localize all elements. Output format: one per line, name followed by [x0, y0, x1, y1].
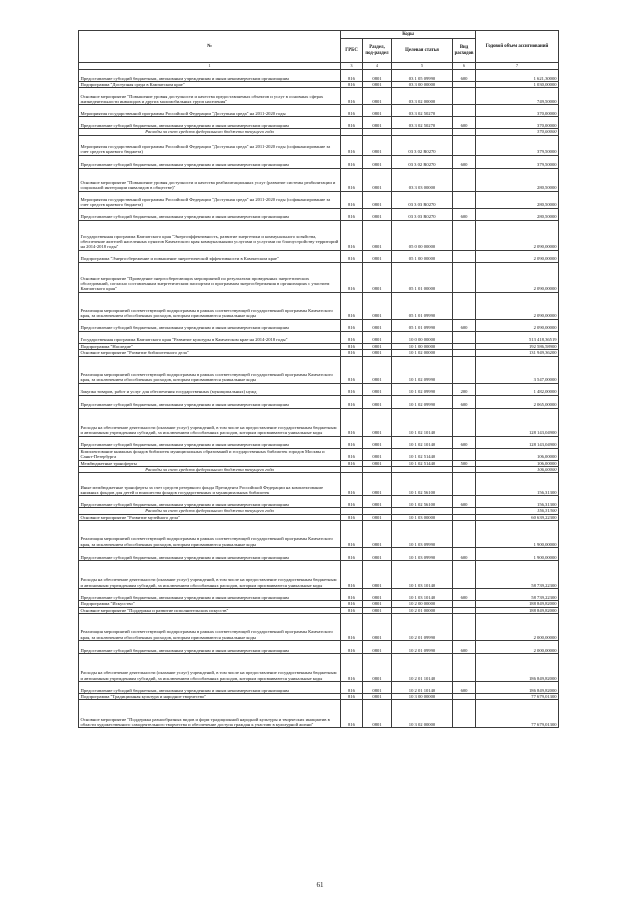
row-amount: 2 090,00000: [476, 319, 559, 331]
row-amount: 3 547,00000: [476, 356, 559, 383]
row-grbs: 816: [341, 589, 363, 601]
row-name: Государственная программа Камчатского края "Энергоэффективность, развитие энергетики и коммунального хозяйства, обеспечение жителей населенных пунктов Камчатского края коммунальными услугами и услугами по благоустройству территорий на 2014-2018 годы": [79, 220, 341, 250]
row-grbs: 816: [341, 436, 363, 448]
row-amount: 128 143,04900: [476, 408, 559, 436]
table-row: [79, 135, 559, 155]
row-name: Расходы за счет средств федерального бюджета текущего года: [79, 467, 341, 473]
table-row: [79, 356, 559, 383]
row-grbs: 816: [341, 82, 363, 88]
row-expense-type: [453, 521, 476, 548]
row-expense-type: [453, 448, 476, 460]
row-expense-type: 600: [453, 436, 476, 448]
header-number: №: [79, 31, 341, 63]
row-razdel: 0801: [363, 350, 392, 356]
table-body: [79, 70, 559, 728]
row-razdel: 0801: [363, 614, 392, 641]
row-expense-type: 600: [453, 208, 476, 220]
table-row: [79, 436, 559, 448]
row-amount: 280,50000: [476, 168, 559, 191]
row-razdel: 0801: [363, 607, 392, 613]
row-name: Основное мероприятие "Повышение уровня доступности и качества реабилитационных услуг (развитие системы реабилитации и социальной интеграции инвалидов в обществе)": [79, 168, 341, 191]
row-target-item: 10 1 02 51440: [392, 460, 453, 466]
row-grbs: 816: [341, 408, 363, 436]
table-row: [79, 548, 559, 561]
row-grbs: 816: [341, 319, 363, 331]
row-razdel: 0801: [363, 220, 392, 250]
col-number-7: 7: [476, 63, 559, 70]
row-razdel: 0801: [363, 408, 392, 436]
row-expense-type: [453, 191, 476, 208]
row-razdel: 0801: [363, 395, 392, 408]
row-amount: 370,00000: [476, 105, 559, 117]
row-name: Основное мероприятие "Развитие библиотечного дела": [79, 350, 341, 356]
row-grbs: 816: [341, 292, 363, 319]
row-razdel: 0801: [363, 88, 392, 105]
row-target-item: 10 1 02 00000: [392, 350, 453, 356]
row-razdel: 0801: [363, 473, 392, 496]
row-name: Расходы за счет средств федерального бюджета текущего года: [79, 508, 341, 514]
row-amount: 2 090,00000: [476, 292, 559, 319]
row-expense-type: [453, 105, 476, 117]
budget-table: [78, 30, 559, 728]
table-row: [79, 496, 559, 508]
row-amount: 749,50000: [476, 88, 559, 105]
row-razdel: 0801: [363, 135, 392, 155]
row-target-item: 10 1 02 09990: [392, 395, 453, 408]
row-target-item: 05 1 01 09990: [392, 319, 453, 331]
row-target-item: 10 2 00 00000: [392, 601, 453, 607]
header-razdel: Раздел, под-раздел: [363, 39, 392, 63]
row-amount: 379,50000: [476, 135, 559, 155]
row-grbs: 816: [341, 350, 363, 356]
row-grbs: 816: [341, 561, 363, 589]
col-number-1: 1: [79, 63, 341, 70]
row-expense-type: 600: [453, 117, 476, 129]
table-row: [79, 654, 559, 682]
row-amount: 156,31300: [476, 473, 559, 496]
row-target-item: 10 1 02 51440: [392, 448, 453, 460]
row-name: Иные межбюджетные трансферты за счет средств резервного фонда Президента Российской Федерации на комплектование книжных фондов для детей и юношества фондов государственных и муниципальных библиотек: [79, 473, 341, 496]
row-razdel: 0801: [363, 343, 392, 349]
row-razdel: 0801: [363, 460, 392, 466]
row-grbs: 816: [341, 191, 363, 208]
row-grbs: 816: [341, 614, 363, 641]
row-name: Предоставление субсидий бюджетным, автономным учреждениям и иным некоммерческим организациям: [79, 395, 341, 408]
table-row: [79, 589, 559, 601]
row-name: Мероприятия государственной программы Российской Федерации "Доступная среда" на 2011-2020 годы (софинансирование за счет средств краевого бюджета): [79, 191, 341, 208]
row-expense-type: 600: [453, 395, 476, 408]
row-amount: 2 090,00000: [476, 250, 559, 262]
row-grbs: 816: [341, 448, 363, 460]
row-grbs: 816: [341, 250, 363, 262]
table-row: [79, 117, 559, 129]
row-grbs: 816: [341, 343, 363, 349]
col-number-6: 6: [453, 63, 476, 70]
row-razdel: 0801: [363, 168, 392, 191]
row-amount: 131 949,36200: [476, 350, 559, 356]
row-grbs: 816: [341, 383, 363, 395]
table-row: [79, 448, 559, 460]
table-row: [79, 521, 559, 548]
table-row: [79, 700, 559, 728]
row-razdel: 0801: [363, 496, 392, 508]
row-name: Мероприятия государственной программы Российской Федерации "Доступная среда" на 2011-2020 годы: [79, 105, 341, 117]
row-target-item: 03 3 03 R0270: [392, 208, 453, 220]
row-name: Реализация мероприятий соответствующей подпрограммы в рамках соответствующей государственной программы Камчатского края, за исключением обособленных расходов, которым присваиваются уникальные коды: [79, 521, 341, 548]
header-amount: Годовой объем ассигнований: [476, 31, 559, 63]
row-amount: 156,31300: [476, 496, 559, 508]
header-grbs: ГРБС: [341, 39, 363, 63]
row-target-item: 05 1 00 00000: [392, 250, 453, 262]
row-amount: 188 849,82000: [476, 601, 559, 607]
row-name: Комплектование книжных фондов библиотек муниципальных образований и государственных библиотек городов Москвы и Санкт-Петербурга: [79, 448, 341, 460]
row-expense-type: 200: [453, 383, 476, 395]
row-amount: 1 621,30000: [476, 70, 559, 82]
row-grbs: 816: [341, 105, 363, 117]
table-row: [79, 641, 559, 654]
row-name: Реализация мероприятий соответствующей подпрограммы в рамках соответствующей государственной программы Камчатского края, за исключением обособленных расходов, которым присваиваются уникальные коды: [79, 292, 341, 319]
row-expense-type: [453, 331, 476, 343]
row-amount: 186 849,82000: [476, 682, 559, 694]
row-razdel: 0801: [363, 250, 392, 262]
row-razdel: 0801: [363, 262, 392, 292]
row-grbs: 816: [341, 395, 363, 408]
row-expense-type: 600: [453, 70, 476, 82]
row-name: Расходы за счет средств федерального бюджета текущего года: [79, 129, 341, 135]
row-expense-type: 600: [453, 319, 476, 331]
row-expense-type: 600: [453, 589, 476, 601]
row-target-item: 10 3 00 00000: [392, 694, 453, 700]
row-grbs: 816: [341, 694, 363, 700]
row-target-item: 10 2 01 09990: [392, 641, 453, 654]
row-target-item: 10 1 03 00000: [392, 514, 453, 520]
row-razdel: 0801: [363, 641, 392, 654]
table-row: [79, 682, 559, 694]
table-row: [79, 168, 559, 191]
row-amount: 1 482,00000: [476, 383, 559, 395]
row-grbs: 816: [341, 514, 363, 520]
row-grbs: 816: [341, 700, 363, 728]
row-target-item: 03 3 02 50270: [392, 105, 453, 117]
row-razdel: 0801: [363, 694, 392, 700]
row-name: Предоставление субсидий бюджетным, автономным учреждениям и иным некоммерческим организациям: [79, 319, 341, 331]
row-expense-type: [453, 262, 476, 292]
row-razdel: 0801: [363, 331, 392, 343]
row-grbs: 816: [341, 521, 363, 548]
row-amount: 1 900,00000: [476, 548, 559, 561]
row-razdel: 0801: [363, 319, 392, 331]
row-expense-type: 600: [453, 155, 476, 168]
row-grbs: 816: [341, 208, 363, 220]
row-name: Предоставление субсидий бюджетным, автономным учреждениям и иным некоммерческим организациям: [79, 117, 341, 129]
row-name: Подпрограмма "Традиционная культура и народное творчество": [79, 694, 341, 700]
row-expense-type: [453, 250, 476, 262]
row-amount: 280,50000: [476, 191, 559, 208]
row-amount: 156,31300: [476, 508, 559, 514]
table-row: [79, 319, 559, 331]
row-grbs: 816: [341, 117, 363, 129]
row-amount: 2 000,00000: [476, 614, 559, 641]
row-name: Предоставление субсидий бюджетным, автономным учреждениям и иным некоммерческим организациям: [79, 548, 341, 561]
table-row: [79, 408, 559, 436]
row-amount: 370,00000: [476, 117, 559, 129]
row-name: Подпрограмма "Доступная среда в Камчатском крае": [79, 82, 341, 88]
row-amount: 58 739,22300: [476, 561, 559, 589]
row-expense-type: [453, 88, 476, 105]
table-row: [79, 262, 559, 292]
row-target-item: 10 2 01 10140: [392, 654, 453, 682]
row-expense-type: [453, 135, 476, 155]
table-row: [79, 88, 559, 105]
row-expense-type: [453, 220, 476, 250]
row-razdel: 0801: [363, 436, 392, 448]
row-amount: 370,00000: [476, 129, 559, 135]
row-target-item: 03 3 03 00000: [392, 168, 453, 191]
row-grbs: 816: [341, 331, 363, 343]
row-expense-type: [453, 700, 476, 728]
row-grbs: 816: [341, 654, 363, 682]
table-row: [79, 292, 559, 319]
row-name: Мероприятия государственной программы Российской Федерации "Доступная среда" на 2011-2020 годы (софинансирование за счет средств краевого бюджета): [79, 135, 341, 155]
row-razdel: 0801: [363, 383, 392, 395]
row-razdel: 0801: [363, 548, 392, 561]
row-expense-type: [453, 292, 476, 319]
row-name: Основное мероприятие "Повышение уровня доступности и качества предоставляемых объектов и услуг в основных сферах жизнедеятельности инвалидов и других маломобильных групп населения": [79, 88, 341, 105]
row-razdel: 0801: [363, 589, 392, 601]
col-number-4: 4: [363, 63, 392, 70]
row-target-item: 10 3 02 00000: [392, 700, 453, 728]
row-expense-type: [453, 408, 476, 436]
row-razdel: 0801: [363, 514, 392, 520]
header-expense-type: Вид расходов: [453, 39, 476, 63]
row-target-item: 10 2 01 00000: [392, 607, 453, 613]
table-row: [79, 155, 559, 168]
table-row: [79, 395, 559, 408]
row-amount: 77 679,01300: [476, 700, 559, 728]
row-razdel: 0801: [363, 105, 392, 117]
row-target-item: 10 0 00 00000: [392, 331, 453, 343]
row-razdel: 0801: [363, 700, 392, 728]
header-codes: Коды: [341, 31, 476, 39]
row-razdel: 0801: [363, 70, 392, 82]
row-razdel: 0801: [363, 117, 392, 129]
row-target-item: 03 3 02 00000: [392, 88, 453, 105]
row-razdel: 0801: [363, 82, 392, 88]
row-expense-type: 600: [453, 548, 476, 561]
row-target-item: 03 3 02 R0270: [392, 155, 453, 168]
row-amount: 280,50000: [476, 208, 559, 220]
row-amount: 58 739,22300: [476, 589, 559, 601]
row-name: Подпрограмма "Наследие": [79, 343, 341, 349]
row-name: Предоставление субсидий бюджетным, автономным учреждениям и иным некоммерческим организациям: [79, 641, 341, 654]
row-amount: 188 849,82000: [476, 607, 559, 613]
row-expense-type: [453, 654, 476, 682]
row-expense-type: [453, 561, 476, 589]
row-amount: 77 679,01300: [476, 694, 559, 700]
row-target-item: 10 1 02 10140: [392, 408, 453, 436]
row-razdel: 0801: [363, 292, 392, 319]
row-amount: 379,50000: [476, 155, 559, 168]
row-name: Предоставление субсидий бюджетным, автономным учреждениям и иным некоммерческим организациям: [79, 682, 341, 694]
row-amount: 513 418,36519: [476, 331, 559, 343]
row-target-item: 03 3 02 50270: [392, 117, 453, 129]
row-target-item: 10 1 03 09990: [392, 548, 453, 561]
table-row: [79, 473, 559, 496]
row-razdel: 0801: [363, 521, 392, 548]
row-target-item: 10 1 03 10140: [392, 589, 453, 601]
row-razdel: 0801: [363, 356, 392, 383]
page-number: 61: [316, 881, 324, 889]
row-target-item: 03 3 02 R0270: [392, 135, 453, 155]
row-name: Подпрограмма "Энергосбережение и повышение энергетической эффективности в Камчатском крае": [79, 250, 341, 262]
row-name: Предоставление субсидий бюджетным, автономным учреждениям и иным некоммерческим организациям: [79, 436, 341, 448]
row-expense-type: [453, 168, 476, 191]
row-amount: 1 030,00000: [476, 82, 559, 88]
row-target-item: 03 3 03 R0270: [392, 191, 453, 208]
row-expense-type: 500: [453, 460, 476, 466]
row-amount: 60 639,22300: [476, 514, 559, 520]
row-grbs: 816: [341, 262, 363, 292]
row-target-item: 10 1 02 09990: [392, 356, 453, 383]
row-grbs: 816: [341, 473, 363, 496]
row-grbs: 816: [341, 88, 363, 105]
row-grbs: 816: [341, 220, 363, 250]
row-grbs: 816: [341, 641, 363, 654]
row-name: Предоставление субсидий бюджетным, автономным учреждениям и иным некоммерческим организациям: [79, 496, 341, 508]
col-number-5: 5: [392, 63, 453, 70]
row-grbs: 816: [341, 460, 363, 466]
row-razdel: 0801: [363, 601, 392, 607]
row-target-item: 10 2 01 10140: [392, 682, 453, 694]
row-razdel: 0801: [363, 448, 392, 460]
row-name: Основное мероприятие "Поддержка и развитие исполнительских искусств": [79, 607, 341, 613]
row-name: Основное мероприятие "Поддержка разнообразных видов и форм традиционной народной культуры и творческих инициатив в области художественного самодеятельного творчества и обеспечение доступа граждан к участию в культурной жизни": [79, 700, 341, 728]
column-numbers-row: [79, 63, 559, 70]
table-row: [79, 105, 559, 117]
row-name: Подпрограмма "Искусство": [79, 601, 341, 607]
row-name: Основное мероприятие "Развитие музейного дела": [79, 514, 341, 520]
row-amount: 106,00000: [476, 448, 559, 460]
row-target-item: 10 1 02 10140: [392, 436, 453, 448]
row-target-item: 10 1 03 09990: [392, 521, 453, 548]
row-expense-type: 600: [453, 682, 476, 694]
row-expense-type: 600: [453, 496, 476, 508]
row-name: Государственная программа Камчатского края "Развитие культуры в Камчатском крае на 2014-2018 годы": [79, 331, 341, 343]
row-expense-type: [453, 356, 476, 383]
row-name: Межбюджетные трансферты: [79, 460, 341, 466]
row-name: Реализация мероприятий соответствующей подпрограммы в рамках соответствующей государственной программы Камчатского края, за исключением обособленных расходов, которым присваиваются уникальные коды: [79, 356, 341, 383]
row-target-item: 05 0 00 00000: [392, 220, 453, 250]
table-row: [79, 70, 559, 82]
table-row: [79, 331, 559, 343]
row-grbs: 816: [341, 607, 363, 613]
table-row: [79, 383, 559, 395]
row-target-item: 03 1 05 09990: [392, 70, 453, 82]
table-row: [79, 250, 559, 262]
row-target-item: 10 1 02 09990: [392, 383, 453, 395]
row-amount: 128 143,04900: [476, 436, 559, 448]
row-target-item: 05 1 01 09990: [392, 292, 453, 319]
row-name: Реализация мероприятий соответствующей подпрограммы в рамках соответствующей государственной программы Камчатского края, за исключением обособленных расходов, которым присваиваются уникальные коды: [79, 614, 341, 641]
row-amount: 192 586,58900: [476, 343, 559, 349]
table-row: [79, 614, 559, 641]
row-razdel: 0801: [363, 191, 392, 208]
row-razdel: 0801: [363, 561, 392, 589]
row-target-item: 03 3 00 00000: [392, 82, 453, 88]
row-amount: 2 090,00000: [476, 262, 559, 292]
row-amount: 106,00000: [476, 460, 559, 466]
row-amount: 106,00000: [476, 467, 559, 473]
row-grbs: 816: [341, 70, 363, 82]
row-name: Предоставление субсидий бюджетным, автономным учреждениям и иным некоммерческим организациям: [79, 208, 341, 220]
row-grbs: 816: [341, 168, 363, 191]
row-razdel: 0801: [363, 682, 392, 694]
row-amount: 2 065,00000: [476, 395, 559, 408]
row-target-item: 10 1 02 56100: [392, 496, 453, 508]
row-amount: 186 849,82000: [476, 654, 559, 682]
row-grbs: 816: [341, 496, 363, 508]
row-razdel: 0801: [363, 208, 392, 220]
table-row: [79, 191, 559, 208]
col-number-3: 3: [341, 63, 363, 70]
row-amount: 2 090,00000: [476, 220, 559, 250]
row-name: Закупка товаров, работ и услуг для обеспечения государственных (муниципальных) нужд: [79, 383, 341, 395]
row-target-item: 10 2 01 09990: [392, 614, 453, 641]
row-target-item: 10 1 03 10140: [392, 561, 453, 589]
row-amount: 1 900,00000: [476, 521, 559, 548]
row-target-item: 10 1 02 56100: [392, 473, 453, 496]
row-name: Расходы на обеспечение деятельности (оказание услуг) учреждений, в том числе на предоставление государственным бюджетным и автономным учреждениям субсидий, за исключением обособленных расходов, которым присваиваются уникальные коды: [79, 561, 341, 589]
row-grbs: 816: [341, 548, 363, 561]
row-grbs: 816: [341, 601, 363, 607]
row-grbs: 816: [341, 682, 363, 694]
row-name: Предоставление субсидий бюджетным, автономным учреждениям и иным некоммерческим организациям: [79, 155, 341, 168]
row-name: Предоставление субсидий бюджетным, автономным учреждениям и иным некоммерческим организациям: [79, 70, 341, 82]
row-expense-type: [453, 614, 476, 641]
row-name: Расходы на обеспечение деятельности (оказание услуг) учреждений, в том числе на предоставление государственным бюджетным и автономным учреждениям субсидий, за исключением обособленных расходов, которым присваиваются уникальные коды: [79, 654, 341, 682]
row-name: Расходы на обеспечение деятельности (оказание услуг) учреждений, в том числе на предоставление государственным бюджетным и автономным учреждениям субсидий, за исключением обособленных расходов, которым присваиваются уникальные коды: [79, 408, 341, 436]
row-razdel: 0801: [363, 654, 392, 682]
row-grbs: 816: [341, 356, 363, 383]
table-row: [79, 220, 559, 250]
row-expense-type: 600: [453, 641, 476, 654]
row-grbs: 816: [341, 135, 363, 155]
row-target-item: 05 1 01 00000: [392, 262, 453, 292]
row-target-item: 10 1 00 00000: [392, 343, 453, 349]
row-razdel: 0801: [363, 155, 392, 168]
row-name: Основное мероприятие "Проведение энергосберегающих мероприятий по результатам проведенных энергетических обследований, согласно составленным энергетическим паспортам и программам энергосбережения в организациях с участием Камчатского края": [79, 262, 341, 292]
table-row: [79, 208, 559, 220]
header-target-item: Целевая статья: [392, 39, 453, 63]
row-name: Предоставление субсидий бюджетным, автономным учреждениям и иным некоммерческим организациям: [79, 589, 341, 601]
table-row: [79, 561, 559, 589]
row-expense-type: [453, 473, 476, 496]
row-amount: 2 000,00000: [476, 641, 559, 654]
row-grbs: 816: [341, 155, 363, 168]
